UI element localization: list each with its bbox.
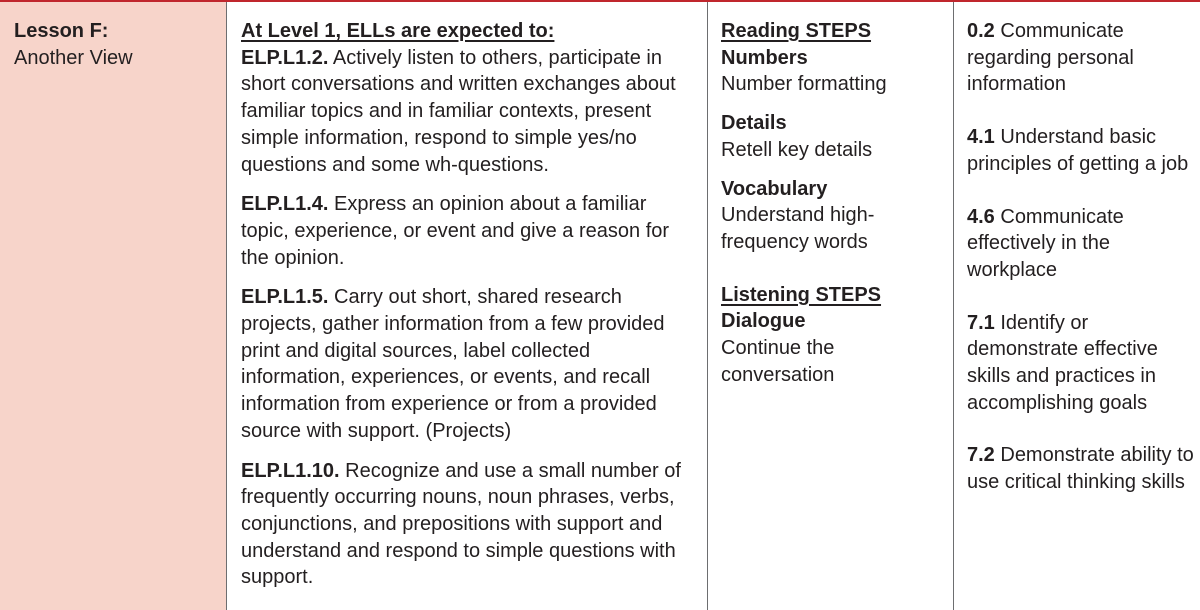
competencies-cell: [955, 2, 1200, 610]
competency-code: 7.2: [967, 444, 995, 467]
competency-text: Communicate effectively in the workplace: [967, 205, 1124, 281]
steps-skill: Dialogue: [721, 310, 806, 333]
steps-skill: Vocabulary: [721, 177, 828, 200]
elp-standard-text: Actively listen to others, participate in short conversations and written exchanges about familiar topics and in familiar contexts, present simple information, respond to simple yes/no questions and some wh-questions.: [241, 46, 676, 176]
competency-code: 7.1: [967, 311, 995, 334]
competency-text: Understand basic principles of getting a job: [967, 126, 1189, 175]
elp-standard-code: ELP.L1.5.: [241, 286, 329, 309]
competency-item: [967, 310, 1196, 417]
steps-skill: Details: [721, 112, 787, 135]
competency-code: 4.1: [967, 126, 995, 149]
elp-standard-text: Express an opinion about a familiar topic, experience, or event and give a reason for the opinion.: [241, 193, 670, 269]
competency-item: [967, 204, 1196, 284]
competency-item: [967, 442, 1196, 495]
competency-item: [967, 18, 1196, 98]
elp-standard: [241, 284, 699, 444]
elp-standards-cell: [228, 2, 708, 610]
competency-code: 0.2: [967, 20, 995, 42]
elp-heading: At Level 1, ELLs are expected to:: [241, 20, 555, 42]
lesson-label: Lesson F:: [14, 20, 109, 42]
elp-standard: [241, 458, 699, 592]
steps-cell: [709, 2, 954, 610]
steps-skill-detail: Understand high-frequency words: [721, 204, 875, 253]
steps-skill-detail: Retell key details: [721, 138, 873, 161]
elp-standard-text: Recognize and use a small number of frequently occurring nouns, noun phrases, verbs, conjunctions, and prepositions with support and understand and respond to simple questions with support.: [241, 459, 681, 589]
competency-text: Demonstrate ability to use critical thinking skills: [967, 444, 1194, 494]
competency-text: Identify or demonstrate effective skills and practices in accomplishing goals: [967, 311, 1158, 414]
reading-steps-heading: Reading STEPS: [721, 20, 872, 42]
lesson-name: Another View: [14, 46, 133, 69]
competency-code: 4.6: [967, 205, 995, 228]
elp-standard-text: Carry out short, shared research projects, gather information from a few provided print and digital sources, label collected information, experiences, or events, and recall information from experience or from a provided source with support. (Projects): [241, 286, 665, 442]
competency-text: Communicate regarding personal information: [967, 20, 1134, 96]
competency-item: [967, 124, 1196, 177]
elp-standard-code: ELP.L1.2.: [241, 46, 329, 69]
elp-standard: [241, 45, 699, 179]
lesson-cell: [0, 2, 227, 610]
steps-skill-detail: Continue the conversation: [721, 337, 835, 386]
listening-steps-heading: Listening STEPS: [721, 283, 882, 306]
elp-standard-code: ELP.L1.10.: [241, 459, 340, 482]
steps-skill-detail: Number formatting: [721, 73, 887, 96]
steps-skill: Numbers: [721, 46, 808, 69]
elp-standard: [241, 191, 699, 271]
elp-standard-code: ELP.L1.4.: [241, 193, 329, 216]
